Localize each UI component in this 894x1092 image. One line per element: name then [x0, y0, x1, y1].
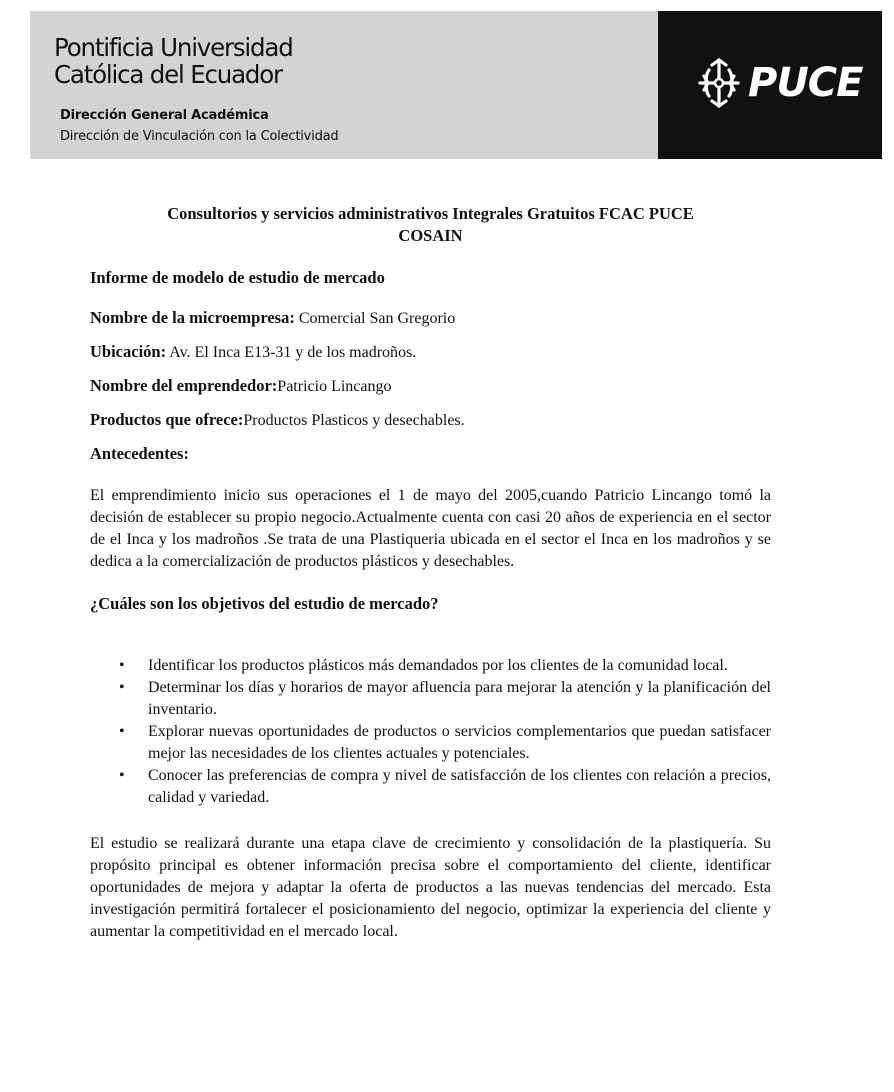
field-productos: [90, 411, 771, 430]
document-title-line2: COSAIN: [398, 226, 463, 245]
field-emprendedor: [90, 377, 771, 396]
field-ubicacion: [90, 343, 771, 362]
field-microempresa: [90, 309, 771, 328]
background-heading: Antecedentes:: [90, 444, 189, 463]
objectives-heading: ¿Cuáles son los objetivos del estudio de mercado?: [90, 594, 439, 613]
field-value: Av. El Inca E13-31 y de los madroños.: [166, 344, 417, 361]
department-general: Dirección General Académica: [60, 108, 269, 123]
document-body: [90, 203, 771, 943]
report-heading: Informe de modelo de estudio de mercado: [90, 268, 385, 287]
field-label: Productos que ofrece:: [90, 410, 244, 429]
university-name-line1: Pontificia Universidad: [54, 33, 293, 62]
puce-emblem-icon: [696, 56, 742, 110]
university-name: [54, 34, 293, 88]
field-value: Patricio Lincango: [277, 378, 392, 395]
letterhead: [30, 11, 882, 159]
field-label: Ubicación:: [90, 342, 167, 361]
document-title: [90, 203, 771, 247]
field-value: Productos Plasticos y desechables.: [243, 412, 465, 429]
document-title-line1: Consultorios y servicios administrativos Integrales Gratuitos FCAC PUCE: [167, 204, 694, 223]
objectives-list: [90, 655, 771, 809]
background-paragraph: El emprendimiento inicio sus operaciones el 1 de mayo del 2005,cuando Patricio Lincango tomó la decisión de establecer su propio negocio.Actualmente cuenta con casi 20 años de experiencia en el sector de el Inca y los madroños .Se trata de una Plastiqueria ubicada en el sector el Inca en los madroños y se dedica a la comercialización de productos plásticos y desechables.: [90, 487, 771, 570]
field-label: Nombre de la microempresa:: [90, 308, 295, 327]
objective-item: • Determinar los días y horarios de mayor afluencia para mejorar la atención y la planificación del inventario.: [148, 677, 771, 721]
university-name-line2: Católica del Ecuador: [54, 60, 282, 89]
closing-paragraph: El estudio se realizará durante una etapa clave de crecimiento y consolidación de la plastiquería. Su propósito principal es obtener información precisa sobre el comportamiento del cliente, identificar oportunidades de mejora y adaptar la oferta de productos a las nuevas tendencias del mercado. Esta investigación permitirá fortalecer el posicionamiento del negocio, optimizar la experiencia del cliente y aumentar la competitividad en el mercado local.: [90, 835, 771, 940]
field-value: Comercial San Gregorio: [294, 310, 456, 327]
puce-logo-text: PUCE: [748, 60, 863, 106]
letterhead-left-panel: [30, 11, 658, 159]
objective-item: • Identificar los productos plásticos más demandados por los clientes de la comunidad local.: [148, 655, 771, 677]
letterhead-logo-panel: [658, 11, 882, 159]
field-label: Nombre del emprendedor:: [90, 376, 278, 395]
objective-item: • Conocer las preferencias de compra y nivel de satisfacción de los clientes con relación a precios, calidad y variedad.: [148, 765, 771, 809]
objective-item: • Explorar nuevas oportunidades de productos o servicios complementarios que puedan satisfacer mejor las necesidades de los clientes actuales y potenciales.: [148, 721, 771, 765]
department-vinculacion: Dirección de Vinculación con la Colectividad: [60, 129, 339, 144]
puce-logo: [696, 56, 862, 110]
